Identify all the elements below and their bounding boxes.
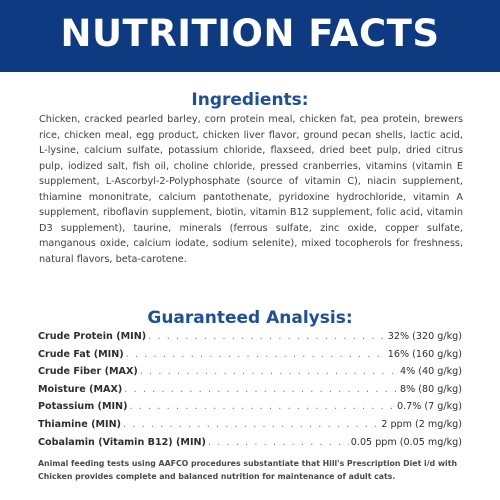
dot-leader	[123, 419, 379, 430]
analysis-row-crude-protein	[38, 331, 462, 349]
dot-leader	[126, 349, 386, 360]
analysis-row-crude-fiber	[38, 366, 462, 384]
analysis-row-crude-fat	[38, 349, 462, 367]
analysis-row-label: Crude Protein (MIN)	[38, 331, 147, 342]
guaranteed-analysis-table	[38, 331, 462, 454]
analysis-row-label: Moisture (MAX)	[38, 383, 123, 395]
aafco-statement: Animal feeding tests using AAFCO procedures substantiate that Hill's Prescription Diet i/d with Chicken provides complete and balanced nutrition for maintenance of adult cats.	[38, 459, 458, 481]
analysis-row-value: 16% (160 g/kg)	[387, 348, 462, 360]
analysis-row-label: Thiamine (MIN)	[38, 418, 122, 430]
ingredients-list: Chicken, cracked pearled barley, corn protein meal, chicken fat, pea protein, brewers rice, chicken meal, egg product, chicken liver flavor, ground pecan shells, lactic acid, L-lysine, calcium sulfate, potassium chloride, flaxseed, dried beet pulp, dried citrus pulp, iodized salt, fish oil, choline chloride, pressed cranberries, vitamins (vitamin E supplement, L-Ascorbyl-2-Polyphosphate (source of vitamin C), niacin supplement, thiamine mononitrate, calcium pantothenate, pyridoxine hydrochloride, vitamin A supplement, riboflavin supplement, biotin, vitamin B12 supplement, folic acid, vitamin D3 supplement), taurine, minerals (ferrous sulfate, zinc oxide, copper sulfate, manganous oxide, calcium iodate, sodium selenite), mixed tocopherols for freshness, natural flavors, beta-carotene.	[39, 114, 463, 265]
analysis-row-label: Crude Fiber (MAX)	[38, 366, 138, 378]
analysis-row-potassium	[38, 401, 462, 419]
analysis-row-moisture	[38, 384, 462, 402]
dot-leader	[124, 384, 398, 395]
dot-leader	[208, 437, 349, 448]
analysis-row-value: 8% (80 g/kg)	[400, 383, 462, 395]
analysis-row-thiamine	[38, 419, 462, 437]
nutrition-facts-banner	[0, 0, 500, 72]
analysis-row-label: Crude Fat (MIN)	[38, 348, 124, 360]
ingredients-heading: Ingredients:	[191, 90, 309, 110]
analysis-row-label: Cobalamin (Vitamin B12) (MIN)	[38, 436, 206, 448]
analysis-row-value: 32% (320 g/kg)	[387, 331, 462, 342]
analysis-row-value: 0.05 ppm (0.05 mg/kg)	[350, 436, 462, 448]
analysis-row-cobalamin	[38, 437, 462, 455]
page-title: NUTRITION FACTS	[60, 12, 440, 55]
analysis-row-value: 2 ppm (2 mg/kg)	[381, 418, 462, 430]
guaranteed-analysis-heading: Guaranteed Analysis:	[147, 308, 353, 328]
analysis-row-label: Potassium (MIN)	[38, 401, 128, 413]
dot-leader	[148, 331, 386, 342]
analysis-row-value: 4% (40 g/kg)	[400, 366, 462, 378]
dot-leader	[129, 401, 394, 412]
dot-leader	[140, 366, 398, 377]
analysis-row-value: 0.7% (7 g/kg)	[396, 401, 462, 413]
